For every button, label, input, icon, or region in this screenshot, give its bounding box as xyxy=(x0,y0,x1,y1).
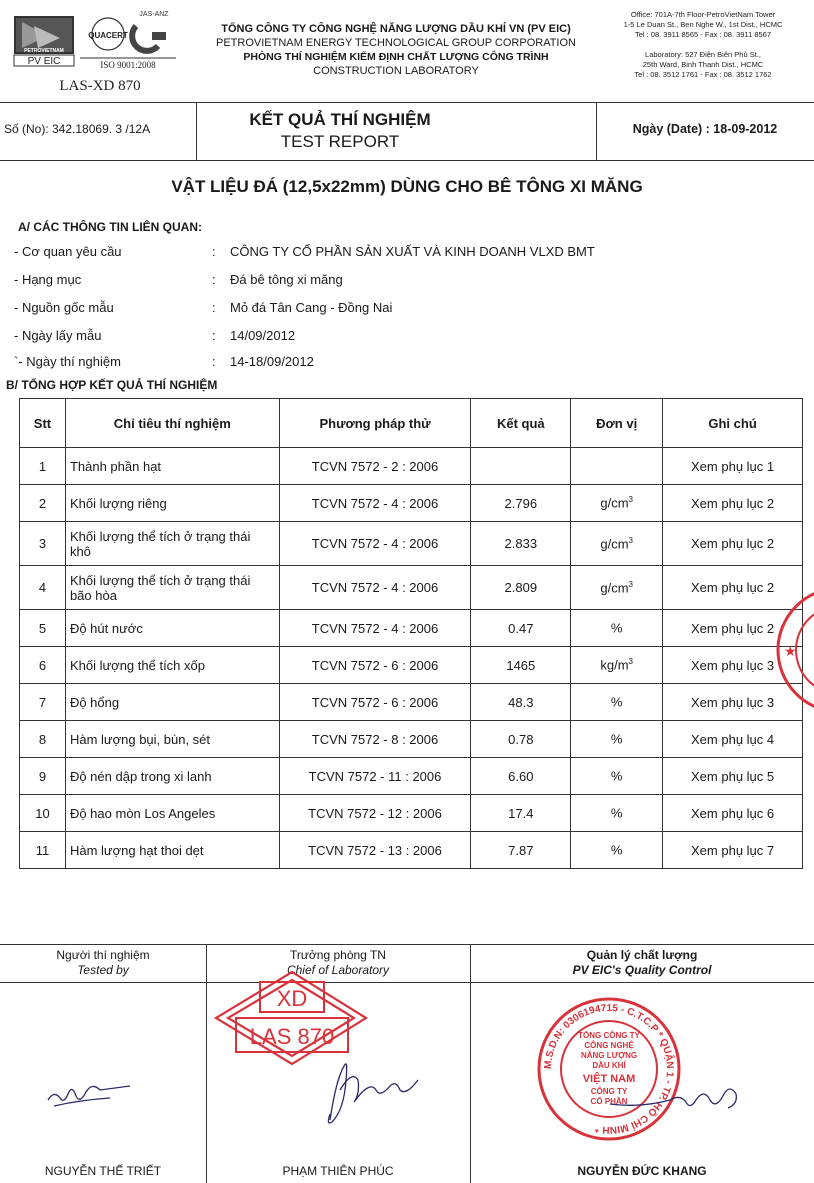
seal-line-2: CÔNG NGHỆ xyxy=(584,1041,634,1050)
unit-text: g/cm xyxy=(600,580,629,596)
col-header-method: Phương pháp thử xyxy=(279,399,471,448)
cell-item: Độ nén dập trong xi lanh xyxy=(65,758,279,795)
cell-unit xyxy=(571,721,663,758)
tester-signature-icon xyxy=(40,1070,150,1120)
cell-result: 7.87 xyxy=(471,832,571,869)
company-logo-icon xyxy=(8,6,194,98)
unit-text: g/cm xyxy=(600,495,629,511)
info-colon: : xyxy=(212,354,216,369)
tester-title-en: Tested by xyxy=(77,963,129,977)
cell-stt: 11 xyxy=(20,832,66,869)
cell-stt: 9 xyxy=(20,758,66,795)
section-a-heading: A/ CÁC THÔNG TIN LIÊN QUAN: xyxy=(18,220,202,234)
info-colon: : xyxy=(212,300,216,315)
cell-result: 6.60 xyxy=(471,758,571,795)
table-row xyxy=(20,647,803,684)
cell-method: TCVN 7572 - 4 : 2006 xyxy=(279,522,471,566)
report-title-vi: KẾT QUẢ THÍ NGHIỆM xyxy=(249,110,431,129)
unit-exponent: 3 xyxy=(628,579,633,589)
report-title xyxy=(210,110,470,152)
cell-stt: 3 xyxy=(20,522,66,566)
cell-method: TCVN 7572 - 2 : 2006 xyxy=(279,448,471,485)
seal-line-1: TỔNG CÔNG TY xyxy=(578,1031,640,1040)
cell-result: 48.3 xyxy=(471,684,571,721)
unit-text: g/cm xyxy=(600,536,629,552)
edge-seal-icon xyxy=(770,580,814,720)
cell-result: 2.796 xyxy=(471,485,571,522)
col-header-unit: Đơn vị xyxy=(571,399,663,448)
col-header-note: Ghi chú xyxy=(663,399,803,448)
info-value: 14-18/09/2012 xyxy=(230,354,314,369)
cell-note: Xem phụ lục 4 xyxy=(663,721,803,758)
logo-code-text: PV EIC xyxy=(27,56,61,67)
unit-exponent: 3 xyxy=(628,535,633,545)
col-header-stt: Stt xyxy=(20,399,66,448)
cell-stt: 5 xyxy=(20,610,66,647)
info-key: - Hạng mục xyxy=(14,272,82,287)
page-title: VẬT LIỆU ĐÁ (12,5x22mm) DÙNG CHO BÊ TÔNG XI MĂNG xyxy=(171,177,643,196)
info-key: - Nguồn gốc mẫu xyxy=(14,300,114,315)
qc-title-en: PV EIC's Quality Control xyxy=(572,963,712,977)
cell-note: Xem phụ lục 2 xyxy=(663,610,803,647)
office-line-1: Office: 701A-7th Floor-PetroVietNam Tower xyxy=(630,10,776,19)
qc-name: NGUYỄN ĐỨC KHANG xyxy=(577,1164,707,1178)
cell-result: 2.809 xyxy=(471,566,571,610)
tester-title-vi: Người thí nghiệm xyxy=(56,948,150,962)
seal-ring-text: M.S.D.N: 0306194715 - C.T.C.P * QUẬN 1 - TP. HỒ CHÍ MINH * xyxy=(542,1002,676,1136)
cell-item: Khối lượng thể tích ở trạng thái khô xyxy=(65,522,279,566)
cell-unit xyxy=(571,448,663,485)
cell-result: 0.47 xyxy=(471,610,571,647)
cell-stt: 10 xyxy=(20,795,66,832)
tester-name: NGUYỄN THẾ TRIẾT xyxy=(44,1164,162,1178)
section-b-heading: B/ TỔNG HỢP KẾT QUẢ THÍ NGHIỆM xyxy=(6,378,218,392)
cell-method: TCVN 7572 - 11 : 2006 xyxy=(279,758,471,795)
cell-note: Xem phụ lục 2 xyxy=(663,485,803,522)
cell-item: Độ hổng xyxy=(65,684,279,721)
cell-method: TCVN 7572 - 4 : 2006 xyxy=(279,485,471,522)
cell-note: Xem phụ lục 3 xyxy=(663,684,803,721)
table-row xyxy=(20,684,803,721)
office-line-3: Tel : 08. 3911 8565 - Fax : 08. 3911 8567 xyxy=(634,30,772,39)
info-value: Đá bê tông xi măng xyxy=(230,272,343,287)
stamp-las-text: LAS 870 xyxy=(249,1024,335,1049)
cell-item: Hàm lượng hạt thoi dẹt xyxy=(65,832,279,869)
cell-item: Khối lượng thể tích ở trạng thái bão hòa xyxy=(65,566,279,610)
seal-line-7: CỔ PHẦN xyxy=(590,1097,628,1106)
cell-stt: 7 xyxy=(20,684,66,721)
cell-method: TCVN 7572 - 4 : 2006 xyxy=(279,566,471,610)
cell-result xyxy=(471,448,571,485)
table-row xyxy=(20,566,803,610)
seal-line-4: DẦU KHÍ xyxy=(592,1061,626,1070)
cell-result: 17.4 xyxy=(471,795,571,832)
unit-exponent: 3 xyxy=(628,657,633,667)
chief-name: PHẠM THIÊN PHÚC xyxy=(282,1164,394,1178)
lab-line-2: 25th Ward, Binh Thanh Dist., HCMC xyxy=(642,60,764,69)
table-row xyxy=(20,758,803,795)
cell-item: Độ hút nước xyxy=(65,610,279,647)
corp-name-vi: TỔNG CÔNG TY CÔNG NGHỆ NĂNG LƯỢNG DẦU KHÍ VN (PV EIC) xyxy=(221,23,571,35)
info-value: 14/09/2012 xyxy=(230,328,296,343)
table-row xyxy=(20,721,803,758)
cell-unit xyxy=(571,832,663,869)
cell-note: Xem phụ lục 7 xyxy=(663,832,803,869)
corporation-header xyxy=(196,22,596,78)
qc-signature-icon xyxy=(600,1064,750,1124)
seal-line-5: VIỆT NAM xyxy=(582,1073,636,1085)
cell-stt: 6 xyxy=(20,647,66,684)
chief-title-en: Chief of Laboratory xyxy=(286,963,390,977)
divider xyxy=(0,102,814,103)
cell-method: TCVN 7572 - 12 : 2006 xyxy=(279,795,471,832)
qc-heading xyxy=(470,948,814,978)
report-title-en: TEST REPORT xyxy=(280,132,400,151)
table-row xyxy=(20,610,803,647)
info-key: `- Ngày thí nghiệm xyxy=(14,354,121,369)
cell-note: Xem phụ lục 2 xyxy=(663,566,803,610)
cell-note: Xem phụ lục 5 xyxy=(663,758,803,795)
report-number: Số (No): 342.18069. 3 /12A xyxy=(4,122,151,136)
cell-stt: 4 xyxy=(20,566,66,610)
cell-unit xyxy=(571,684,663,721)
info-colon: : xyxy=(212,244,216,259)
lab-line-1: Laboratory: 527 Điện Biên Phủ St., xyxy=(645,50,761,59)
cell-unit xyxy=(571,647,663,684)
cell-note: Xem phụ lục 2 xyxy=(663,522,803,566)
cell-stt: 1 xyxy=(20,448,66,485)
stamp-xd-text: XD xyxy=(276,986,308,1011)
chief-signature-icon xyxy=(300,1050,430,1130)
cell-unit xyxy=(571,795,663,832)
lab-name-en: CONSTRUCTION LABORATORY xyxy=(313,65,479,77)
cell-note: Xem phụ lục 3 xyxy=(663,647,803,684)
table-row xyxy=(20,522,803,566)
table-header-row xyxy=(20,399,803,448)
corp-name-en: PETROVIETNAM ENERGY TECHNOLOGICAL GROUP CORPORATION xyxy=(215,37,576,49)
logo-cert-text: QUACERT xyxy=(88,31,128,40)
unit-text: % xyxy=(610,768,623,784)
divider xyxy=(0,160,814,161)
cell-stt: 2 xyxy=(20,485,66,522)
unit-text: % xyxy=(610,694,623,710)
results-table xyxy=(19,398,803,869)
cell-method: TCVN 7572 - 4 : 2006 xyxy=(279,610,471,647)
divider xyxy=(0,982,814,983)
cell-item: Hàm lượng bụi, bùn, sét xyxy=(65,721,279,758)
cell-method: TCVN 7572 - 8 : 2006 xyxy=(279,721,471,758)
lab-line-3: Tel : 08. 3512 1761 - Fax : 08. 3512 1762 xyxy=(634,70,772,79)
qc-title-vi: Quản lý chất lượng xyxy=(586,948,698,962)
cell-item: Khối lượng riêng xyxy=(65,485,279,522)
col-header-item: Chỉ tiêu thí nghiệm xyxy=(65,399,279,448)
divider xyxy=(596,102,597,160)
col-header-result: Kết quả xyxy=(471,399,571,448)
cell-result: 0.78 xyxy=(471,721,571,758)
unit-text: kg/m xyxy=(600,657,629,673)
cell-unit xyxy=(571,522,663,566)
header-logos xyxy=(8,6,194,98)
divider xyxy=(196,102,197,160)
unit-text: % xyxy=(610,620,623,636)
tester-heading xyxy=(0,948,206,978)
report-date: Ngày (Date) : 18-09-2012 xyxy=(632,122,778,136)
divider xyxy=(0,944,814,945)
cell-item: Khối lượng thể tích xốp xyxy=(65,647,279,684)
cell-unit xyxy=(571,610,663,647)
cell-result: 1465 xyxy=(471,647,571,684)
info-value: CÔNG TY CỔ PHẦN SẢN XUẤT VÀ KINH DOANH VLXD BMT xyxy=(230,244,595,259)
lab-name-vi: PHÒNG THÍ NGHIỆM KIỂM ĐỊNH CHẤT LƯỢNG CÔNG TRÌNH xyxy=(243,51,549,63)
cell-unit xyxy=(571,485,663,522)
info-colon: : xyxy=(212,328,216,343)
logo-iso-text: ISO 9001:2008 xyxy=(100,60,156,70)
cell-method: TCVN 7572 - 6 : 2006 xyxy=(279,647,471,684)
cell-method: TCVN 7572 - 6 : 2006 xyxy=(279,684,471,721)
seal-line-6: CÔNG TY xyxy=(590,1087,628,1096)
table-row xyxy=(20,832,803,869)
office-line-2: 1-5 Le Duan St., Ben Nghe W., 1st Dist., HCMC xyxy=(623,20,783,29)
table-row xyxy=(20,485,803,522)
chief-title-vi: Trưởng phòng TN xyxy=(290,948,386,962)
logo-las-text: LAS-XD 870 xyxy=(59,78,141,94)
cell-unit xyxy=(571,758,663,795)
office-address xyxy=(598,10,808,80)
info-value: Mỏ đá Tân Cang - Đồng Nai xyxy=(230,300,393,315)
seal-line-3: NĂNG LƯỢNG xyxy=(580,1051,638,1060)
cell-result: 2.833 xyxy=(471,522,571,566)
cell-note: Xem phụ lục 1 xyxy=(663,448,803,485)
cell-method: TCVN 7572 - 13 : 2006 xyxy=(279,832,471,869)
info-colon: : xyxy=(212,272,216,287)
unit-text: % xyxy=(610,805,623,821)
logo-jas-text: JAS-ANZ xyxy=(139,11,169,18)
divider xyxy=(470,944,471,1183)
info-key: - Cơ quan yêu cầu xyxy=(14,244,122,259)
table-row xyxy=(20,795,803,832)
unit-text: % xyxy=(610,842,623,858)
unit-text: % xyxy=(610,731,623,747)
unit-exponent: 3 xyxy=(628,495,633,505)
cell-stt: 8 xyxy=(20,721,66,758)
table-row xyxy=(20,448,803,485)
cell-item: Thành phần hạt xyxy=(65,448,279,485)
info-key: - Ngày lấy mẫu xyxy=(14,328,102,343)
logo-brand-text: PETROVIETNAM xyxy=(24,48,64,54)
svg-text:★: ★ xyxy=(784,643,797,659)
cell-item: Độ hao mòn Los Angeles xyxy=(65,795,279,832)
cell-note: Xem phụ lục 6 xyxy=(663,795,803,832)
cell-unit xyxy=(571,566,663,610)
